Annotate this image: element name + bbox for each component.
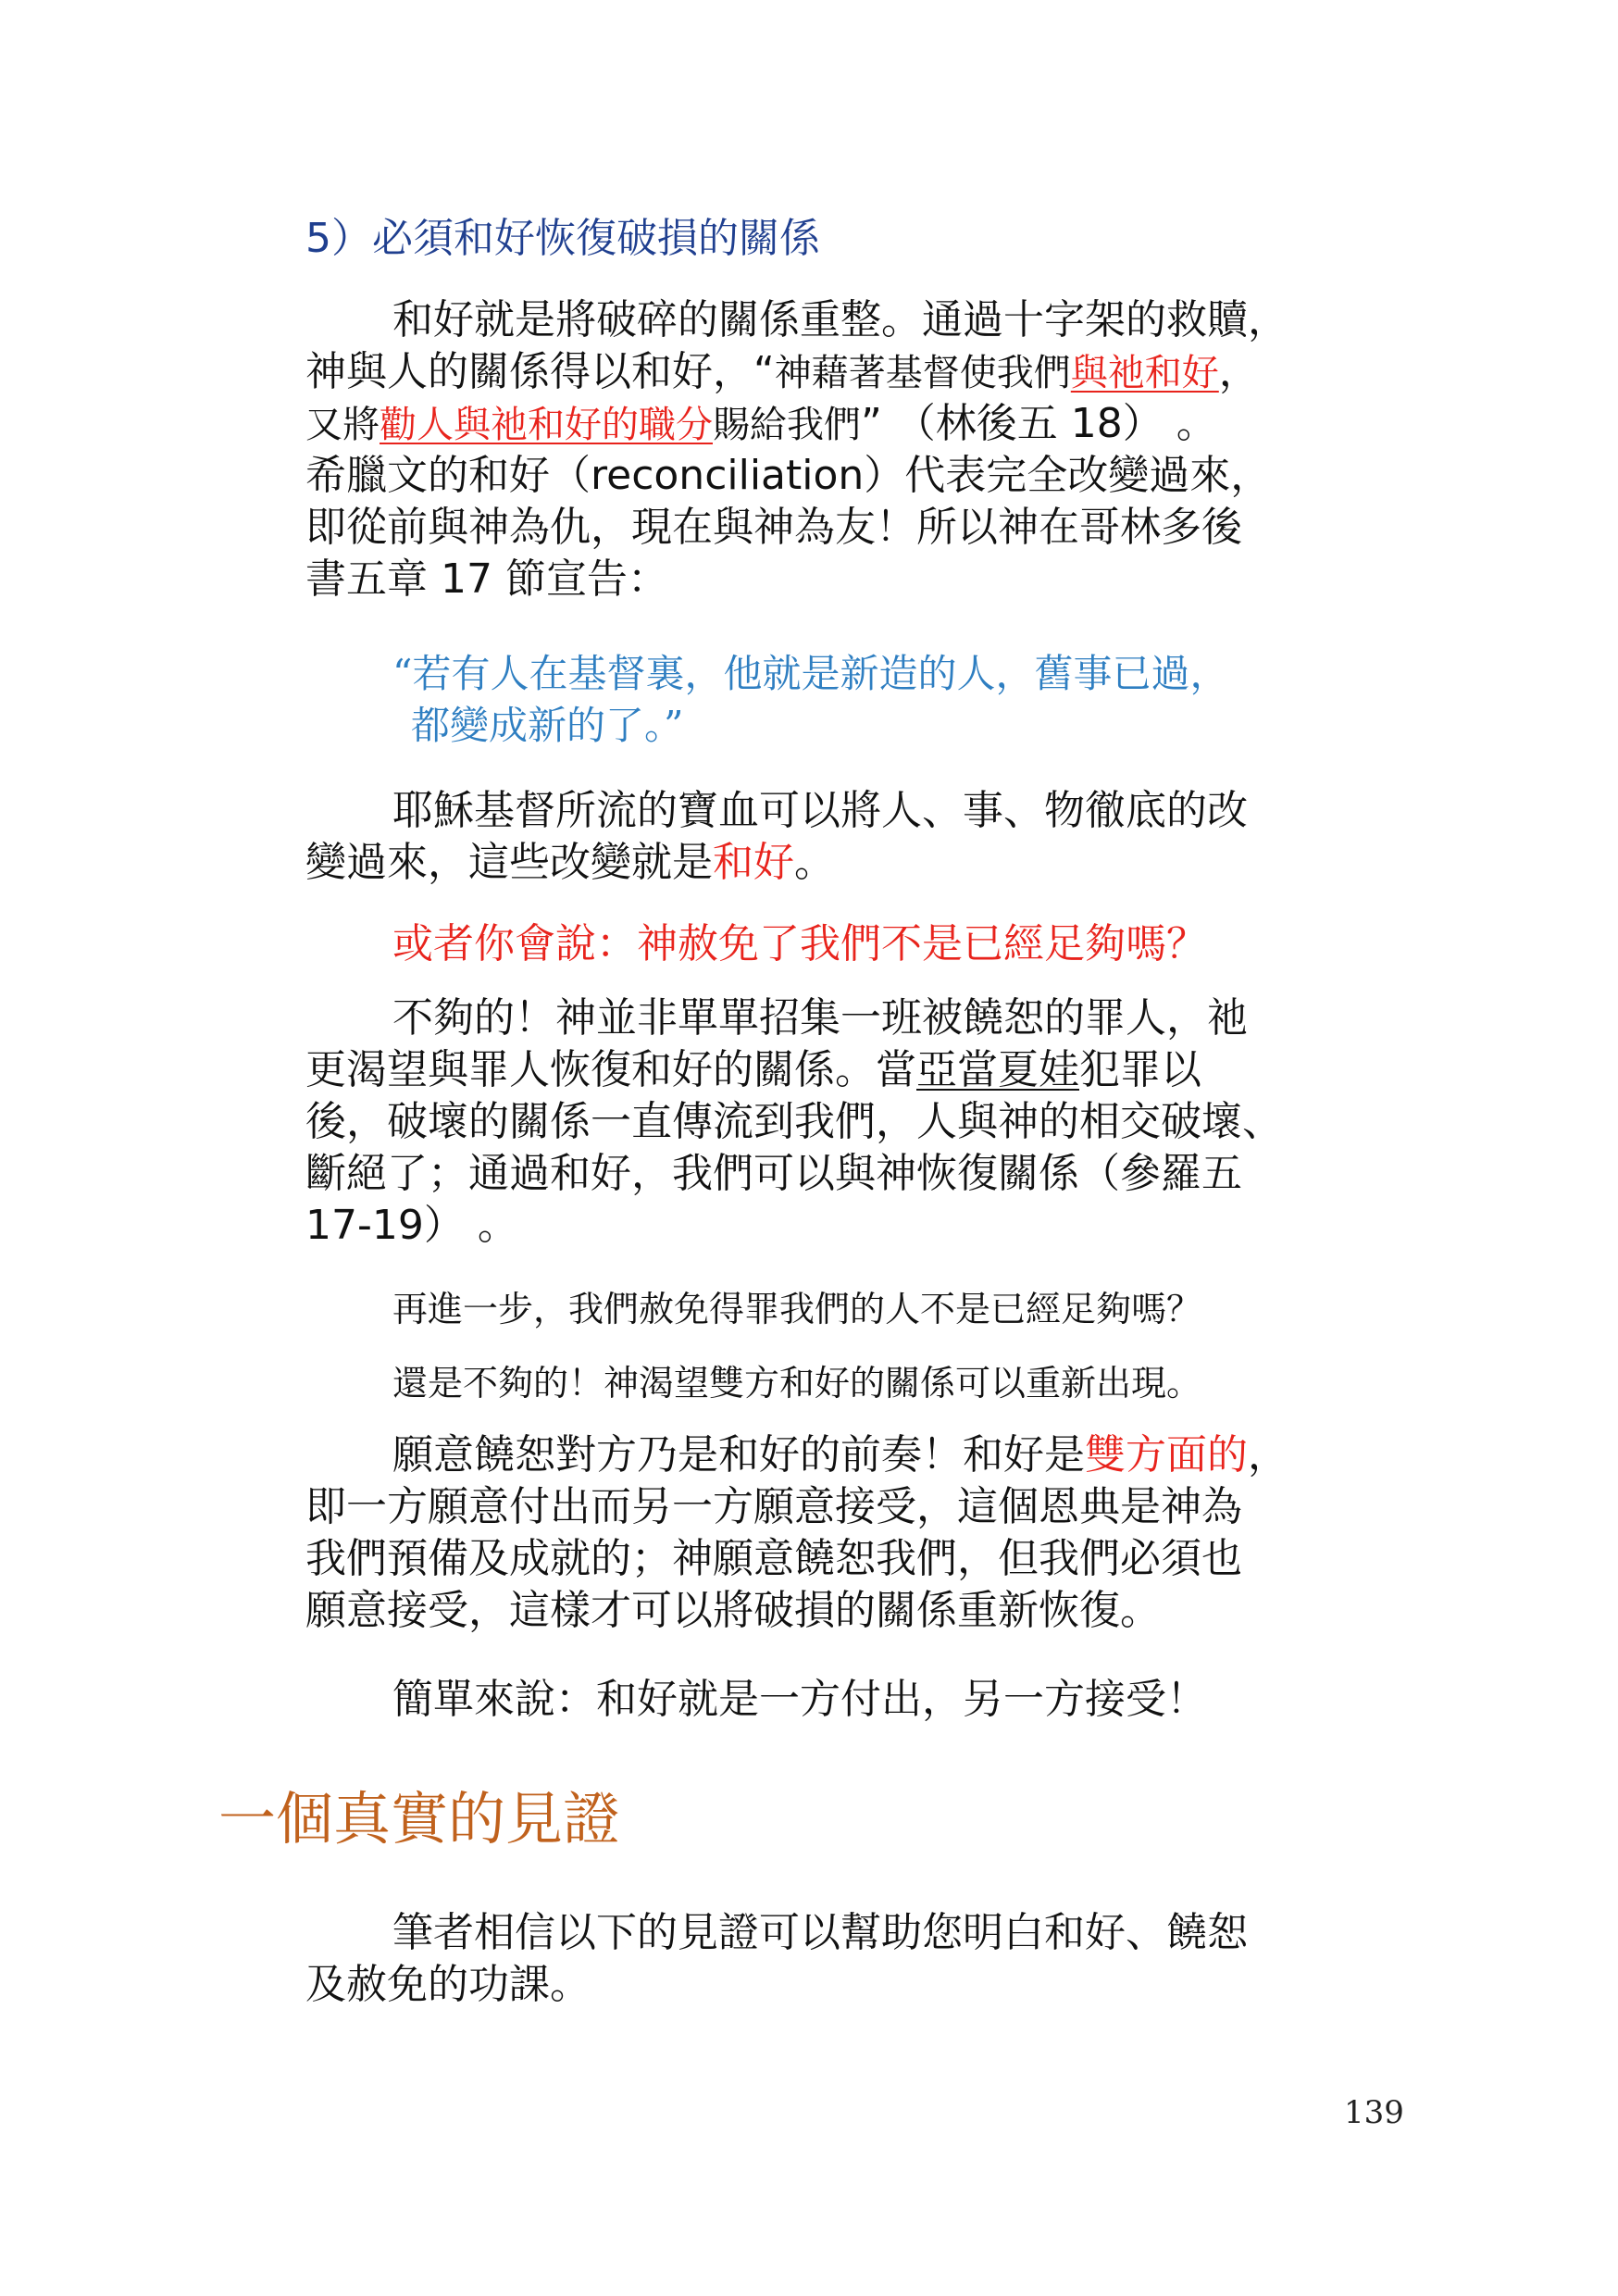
text-line: 即一方願意付出而另一方願意接受，這個恩典是神為 <box>305 1483 1242 1530</box>
emphasis-ministry: 勸人與祂和好的職分 <box>380 404 713 446</box>
text-line: 更渴望與罪人恢復和好的關係。當亞當夏娃犯罪以 <box>305 1046 1201 1093</box>
text-line: 願意饒恕對方乃是和好的前奏！和好是雙方面的， <box>392 1431 1288 1479</box>
quote-line: “若有人在基督裏，他就是新造的人，舊事已過， <box>392 651 1229 696</box>
emphasis-both-sides: 雙方面的 <box>1085 1431 1248 1479</box>
paragraph-still-not-enough: 還是不夠的！神渴望雙方和好的關係可以重新出現。 <box>392 1363 1202 1404</box>
emphasis-reconciled: 與祂和好 <box>1070 352 1219 394</box>
paragraph-further-step: 再進一步，我們赦免得罪我們的人不是已經足夠嗎？ <box>392 1289 1202 1329</box>
text-line: 我們預備及成就的；神願意饒恕我們，但我們必須也 <box>305 1535 1242 1582</box>
text-line: 及赦免的功課。 <box>305 1961 591 2008</box>
text-line: 筆者相信以下的見證可以幫助您明白和好、饒恕 <box>392 1909 1248 1956</box>
paragraph-not-enough <box>305 992 1402 1252</box>
red-question: 或者你會說：神赦免了我們不是已經足夠嗎？ <box>392 920 1207 967</box>
paragraph-summary: 簡單來說：和好就是一方付出，另一方接受！ <box>392 1676 1207 1723</box>
paragraph-blood <box>305 785 1402 889</box>
text-line: 耶穌基督所流的寶血可以將人、事、物徹底的改 <box>392 787 1248 834</box>
emphasis-reconcile: 和好 <box>713 839 794 886</box>
text-line: 變過來，這些改變就是和好。 <box>305 839 835 886</box>
text-line: 願意接受，這樣才可以將破損的關係重新恢復。 <box>305 1587 1161 1634</box>
text-line: 書五章 17 節宣告： <box>305 555 668 603</box>
text-line: 希臘文的和好（reconciliation）代表完全改變過來， <box>305 452 1272 499</box>
quote-line: 都變成新的了。” <box>411 703 684 748</box>
text-line: 又將勸人與祂和好的職分賜給我們” （林後五 18） 。 <box>305 400 1217 447</box>
text-line: 17-19） 。 <box>305 1202 518 1249</box>
paragraph-testimony-intro <box>305 1907 1402 2011</box>
section-title: 一個真實的見證 <box>218 1785 621 1853</box>
text-line: 斷絕了；通過和好，我們可以與神恢復關係（參羅五 <box>305 1150 1242 1197</box>
subsection-heading: 5）必須和好恢復破損的關係 <box>305 215 820 262</box>
text-line: 不夠的！神並非單單招集一班被饒恕的罪人，祂 <box>392 994 1248 1042</box>
text-line: 後，破壞的關係一直傳流到我們，人與神的相交破壞、 <box>305 1098 1283 1145</box>
paragraph-reconciliation-intro <box>305 294 1402 605</box>
page-number: 139 <box>1344 2094 1404 2131</box>
underline-adam-eve: 亞當夏娃 <box>916 1046 1079 1093</box>
paragraph-willing-forgive <box>305 1429 1402 1637</box>
text-line: 和好就是將破碎的關係重整。通過十字架的救贖， <box>392 296 1288 343</box>
text-line: 神與人的關係得以和好，“神藉著基督使我們與祂和好， <box>305 348 1260 395</box>
scripture-quote <box>392 648 1401 752</box>
text-line: 即從前與神為仇，現在與神為友！所以神在哥林多後 <box>305 504 1242 551</box>
